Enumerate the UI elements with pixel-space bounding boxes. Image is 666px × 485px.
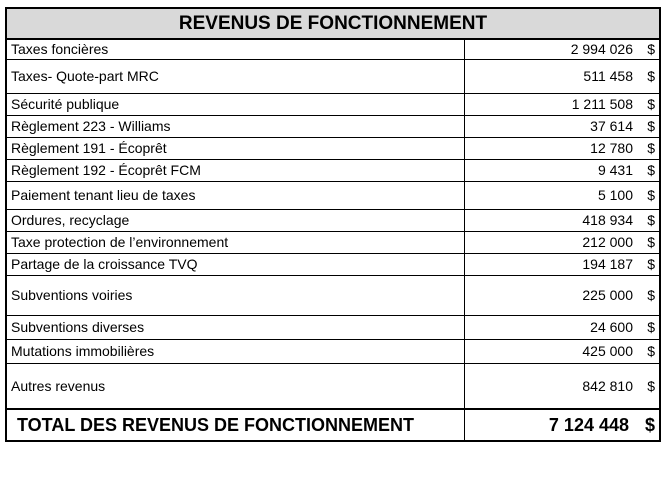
row-currency: $ (647, 68, 655, 84)
row-currency: $ (647, 343, 655, 359)
table-row (6, 209, 660, 231)
row-label: Sécurité publique (6, 93, 464, 115)
table-row (6, 115, 660, 137)
row-label: Règlement 223 - Williams (6, 115, 464, 137)
row-amount: 37 614 (590, 118, 633, 134)
row-amount-cell (464, 315, 660, 339)
row-amount-cell (464, 339, 660, 363)
row-amount: 12 780 (590, 140, 633, 156)
total-currency: $ (644, 414, 655, 435)
row-amount: 425 000 (582, 343, 633, 359)
table-row (6, 181, 660, 209)
table-row (6, 59, 660, 93)
row-label: Subventions voiries (6, 275, 464, 315)
row-currency: $ (647, 118, 655, 134)
row-amount: 2 994 026 (570, 41, 633, 58)
revenue-table (5, 7, 661, 442)
row-currency: $ (647, 41, 655, 58)
row-currency: $ (647, 212, 655, 228)
row-label: Subventions diverses (6, 315, 464, 339)
row-currency: $ (647, 377, 655, 394)
row-amount-cell (464, 253, 660, 275)
row-amount-cell (464, 39, 660, 59)
table-body (6, 39, 660, 409)
row-label: Autres revenus (6, 363, 464, 409)
table-row (6, 363, 660, 409)
row-label: Règlement 192 - Écoprêt FCM (6, 159, 464, 181)
row-amount-cell (464, 181, 660, 209)
total-label: TOTAL DES REVENUS DE FONCTIONNEMENT (6, 409, 464, 441)
row-amount: 511 458 (583, 68, 633, 84)
row-amount-cell (464, 137, 660, 159)
row-amount-cell (464, 275, 660, 315)
row-currency: $ (647, 256, 655, 272)
row-amount: 418 934 (582, 212, 633, 228)
table-row (6, 159, 660, 181)
row-label: Règlement 191 - Écoprêt (6, 137, 464, 159)
row-currency: $ (647, 140, 655, 156)
row-amount-cell (464, 115, 660, 137)
total-amount: 7 124 448 (548, 414, 629, 435)
total-row (6, 409, 660, 441)
row-currency: $ (647, 187, 655, 203)
row-label: Mutations immobilières (6, 339, 464, 363)
table-row (6, 315, 660, 339)
table-row (6, 275, 660, 315)
row-currency: $ (647, 287, 655, 303)
row-amount: 212 000 (582, 234, 633, 250)
row-amount: 842 810 (582, 377, 633, 394)
row-label: Paiement tenant lieu de taxes (6, 181, 464, 209)
row-amount: 225 000 (582, 287, 633, 303)
table-row (6, 137, 660, 159)
row-amount: 5 100 (597, 187, 633, 203)
title-row (6, 8, 660, 39)
table-row (6, 39, 660, 59)
row-label: Taxes- Quote-part MRC (6, 59, 464, 93)
row-amount: 1 211 508 (571, 96, 633, 112)
row-amount-cell (464, 209, 660, 231)
row-label: Ordures, recyclage (6, 209, 464, 231)
row-label: Partage de la croissance TVQ (6, 253, 464, 275)
row-label: Taxe protection de l’environnement (6, 231, 464, 253)
row-amount-cell (464, 93, 660, 115)
row-currency: $ (647, 319, 655, 335)
row-currency: $ (647, 162, 655, 178)
table-row (6, 253, 660, 275)
row-amount-cell (464, 59, 660, 93)
table-row (6, 339, 660, 363)
row-label: Taxes foncières (6, 39, 464, 59)
row-amount-cell (464, 231, 660, 253)
table-title: REVENUS DE FONCTIONNEMENT (6, 8, 660, 39)
row-amount: 194 187 (582, 256, 633, 272)
row-amount-cell (464, 363, 660, 409)
row-amount: 9 431 (597, 162, 633, 178)
row-currency: $ (647, 234, 655, 250)
row-amount: 24 600 (590, 319, 633, 335)
table-row (6, 93, 660, 115)
row-currency: $ (647, 96, 655, 112)
row-amount-cell (464, 159, 660, 181)
total-amount-cell (464, 409, 660, 441)
table-row (6, 231, 660, 253)
